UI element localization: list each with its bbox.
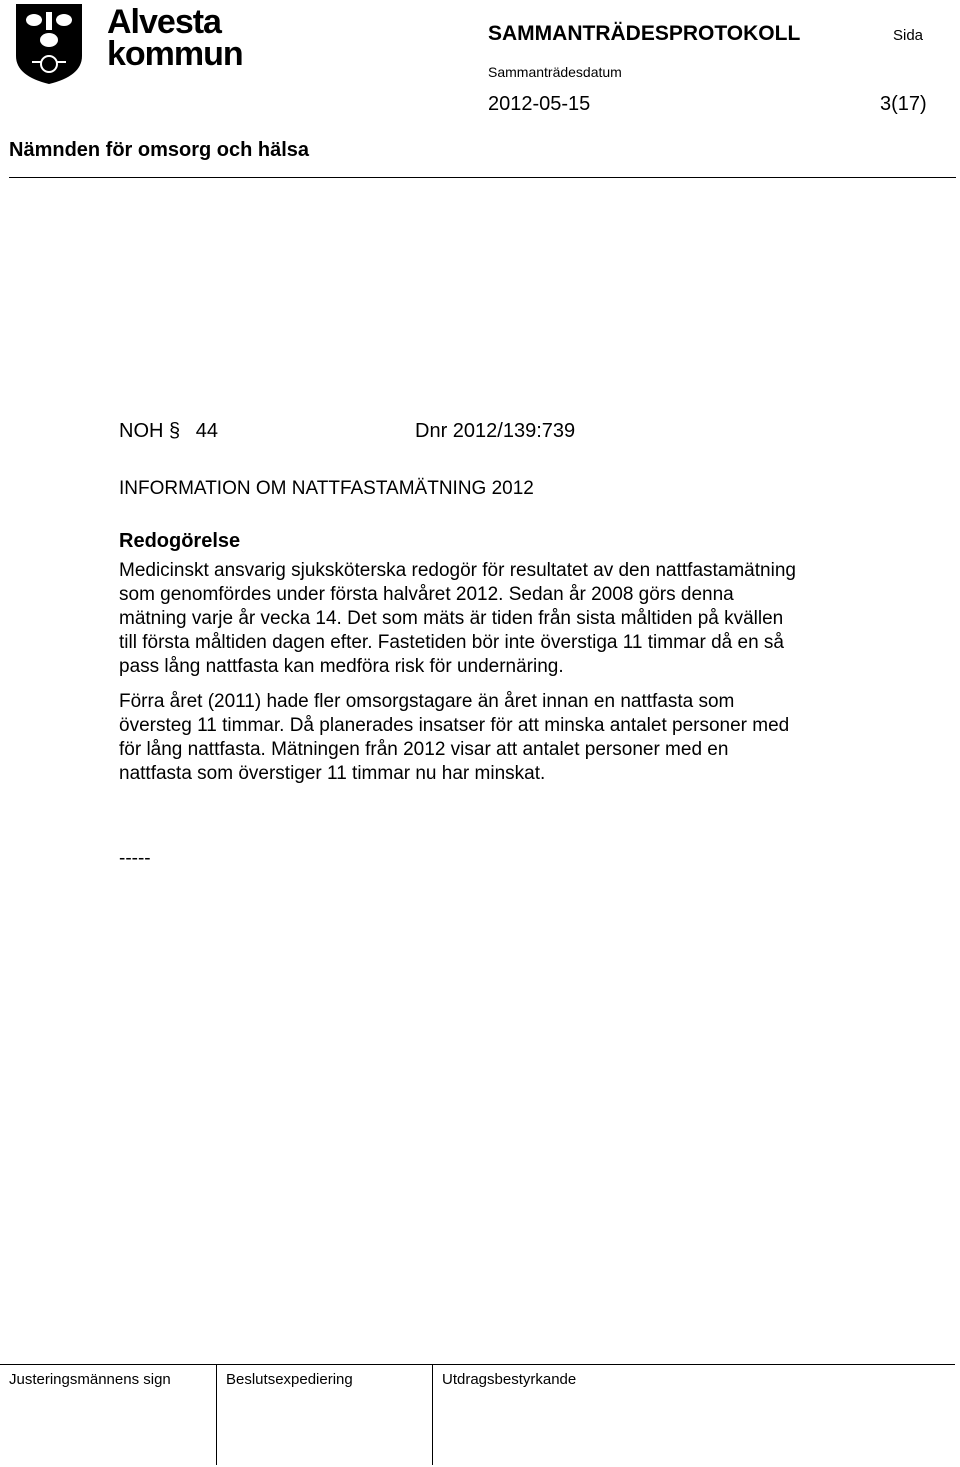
logo-line-2: kommun — [107, 35, 243, 73]
body-paragraph-2: Förra året (2011) hade fler omsorgstagare än året innan en nattfasta som översteg 11 timmar. Då planerades insatser för att minska antalet personer med för lång nattfasta. Mätningen från 2012 visar att antalet personer med en nattfasta som överstiger 11 timmar nu har minskat. — [119, 691, 790, 784]
meeting-date-label: Sammanträdesdatum — [488, 64, 622, 80]
signature-footer — [0, 1364, 955, 1465]
meeting-date: 2012-05-15 — [488, 93, 591, 115]
section-body — [119, 559, 799, 786]
section-title: INFORMATION OM NATTFASTAMÄTNING 2012 — [119, 478, 534, 499]
logo-wordmark — [107, 3, 243, 73]
crest-icon — [12, 2, 86, 86]
footer-label-signature: Justeringsmännens sign — [9, 1371, 171, 1388]
footer-cell-certification — [432, 1365, 955, 1465]
footer-cell-dispatch — [216, 1365, 432, 1465]
page-label: Sida — [893, 27, 924, 44]
page-number: 3(17) — [880, 93, 927, 115]
municipality-logo — [12, 2, 252, 86]
header-divider — [9, 177, 956, 178]
document-type: SAMMANTRÄDESPROTOKOLL — [488, 22, 801, 45]
body-paragraph-1: Medicinskt ansvarig sjuksköterska redogör för resultatet av den nattfastamätning som genomfördes under första halvåret 2012. Sedan år 2008 görs denna mätning varje år vecka 14. Det som mäts är tiden från sista måltiden på kvällen till första måltiden dagen efter. Fastetiden bör inte överstiga 11 timmar då en så pass lång nattfasta kan medföra risk för undernäring. — [119, 560, 796, 677]
footer-cell-signature — [0, 1365, 216, 1465]
section-end-marker: ----- — [119, 848, 151, 869]
section-number: 44 — [195, 420, 218, 442]
section-subheading: Redogörelse — [119, 530, 241, 552]
footer-label-dispatch: Beslutsexpediering — [226, 1371, 353, 1388]
logo-line-1: Alvesta — [107, 3, 221, 41]
section-reference — [119, 420, 218, 443]
diary-number: Dnr 2012/139:739 — [415, 420, 576, 442]
section-prefix: NOH — [119, 420, 164, 442]
section-symbol: § — [169, 420, 181, 442]
footer-label-certification: Utdragsbestyrkande — [442, 1371, 577, 1388]
board-name: Nämnden för omsorg och hälsa — [9, 139, 310, 161]
